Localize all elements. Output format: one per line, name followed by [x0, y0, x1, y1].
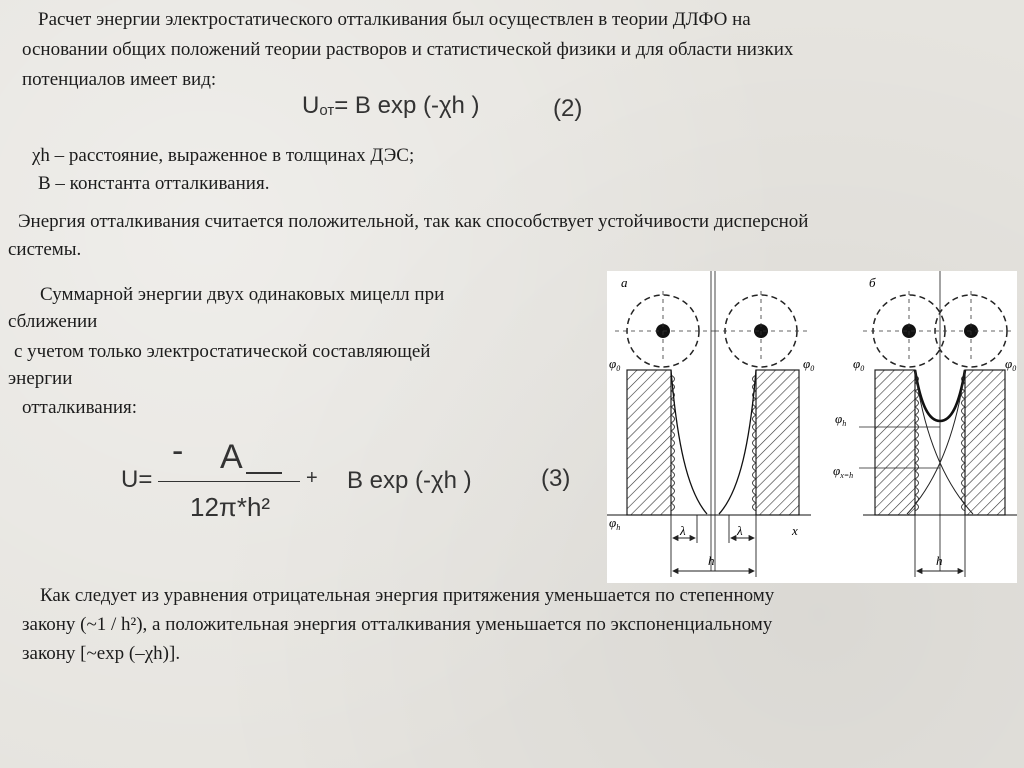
phi0-label-b-right: $\varphi_0$: [1005, 356, 1017, 373]
conclusion-line-2: закону (~1 / h²), а положительная энергия отталкивания уменьшается по экспоненциальному: [22, 614, 773, 635]
eq2-rhs: = B exp (-χh ): [334, 92, 480, 119]
panel-a-label: а: [621, 275, 628, 290]
sum-energy-line-5: отталкивания:: [22, 397, 138, 418]
equation-2: [302, 92, 480, 120]
surface-b-left: [875, 370, 915, 515]
phi0-label-b-left: $\varphi_0$: [853, 356, 865, 373]
surface-a-right: [756, 370, 799, 515]
eq3-denominator: 12π*h²: [190, 492, 271, 522]
eq2-lhs: U: [302, 92, 320, 119]
phi0-label-a-left: $\varphi_0$: [609, 356, 621, 373]
sum-energy-line-2: сближении: [8, 311, 98, 332]
eq3-fraction-bar: [158, 481, 300, 482]
eq2-subscript: от: [319, 102, 335, 119]
sum-energy-line-1: Суммарной энергии двух одинаковых мицелл при: [40, 284, 445, 305]
potential-curve-a-right: [719, 370, 756, 514]
phih-label-b: $\varphi_h$: [835, 411, 847, 428]
conclusion-line-1: Как следует из уравнения отрицательная энергия притяжения уменьшается по степенному: [40, 585, 775, 606]
x-label-a: x: [792, 523, 798, 538]
h-label-a: h: [708, 553, 715, 568]
definition-chi-h: χh – расстояние, выраженное в толщинах ДЭС;: [32, 145, 415, 166]
phi0-label-a-right: $\varphi_0$: [803, 356, 815, 373]
h-label-b: h: [936, 553, 943, 568]
intro-line-2: основании общих положений теории растворов и статистической физики и для области низких: [22, 39, 794, 60]
panel-b-label: б: [869, 275, 876, 290]
sum-energy-line-3: с учетом только электростатической составляющей: [14, 341, 431, 362]
surface-a-left: [627, 370, 671, 515]
intro-line-1: Расчет энергии электростатического отталкивания был осуществлен в теории ДЛФО на: [38, 9, 751, 30]
conclusion-line-3: закону [~exp (–χh)].: [22, 643, 181, 664]
equation-2-number: (2): [553, 95, 583, 122]
eq3-numerator-bar: [246, 472, 282, 474]
repulsion-line-1: Энергия отталкивания считается положительной, так как способствует устойчивости дисперсной: [18, 211, 809, 232]
potential-curve-a-left: [671, 370, 707, 514]
eq3-minus: -: [172, 432, 184, 470]
eq3-numerator: A: [220, 438, 243, 476]
eq3-lhs: U=: [121, 466, 153, 493]
phih-label-a: $\varphi_h$: [609, 515, 621, 532]
eq3-term2: B exp (-χh ): [347, 467, 472, 494]
intro-line-3: потенциалов имеет вид:: [22, 69, 217, 90]
definition-b: В – константа отталкивания.: [38, 173, 270, 194]
lambda-label-a-right: λ: [737, 523, 743, 538]
eq3-plus: +: [306, 467, 318, 489]
phixh-label-b: $\varphi_{x=h}$: [833, 463, 854, 480]
repulsion-line-2: системы.: [8, 239, 82, 260]
sum-energy-line-4: энергии: [8, 368, 73, 389]
equation-3-number: (3): [541, 465, 571, 492]
lambda-label-a-left: λ: [680, 523, 686, 538]
double-layer-figure: [607, 271, 1017, 583]
surface-b-right: [965, 370, 1005, 515]
